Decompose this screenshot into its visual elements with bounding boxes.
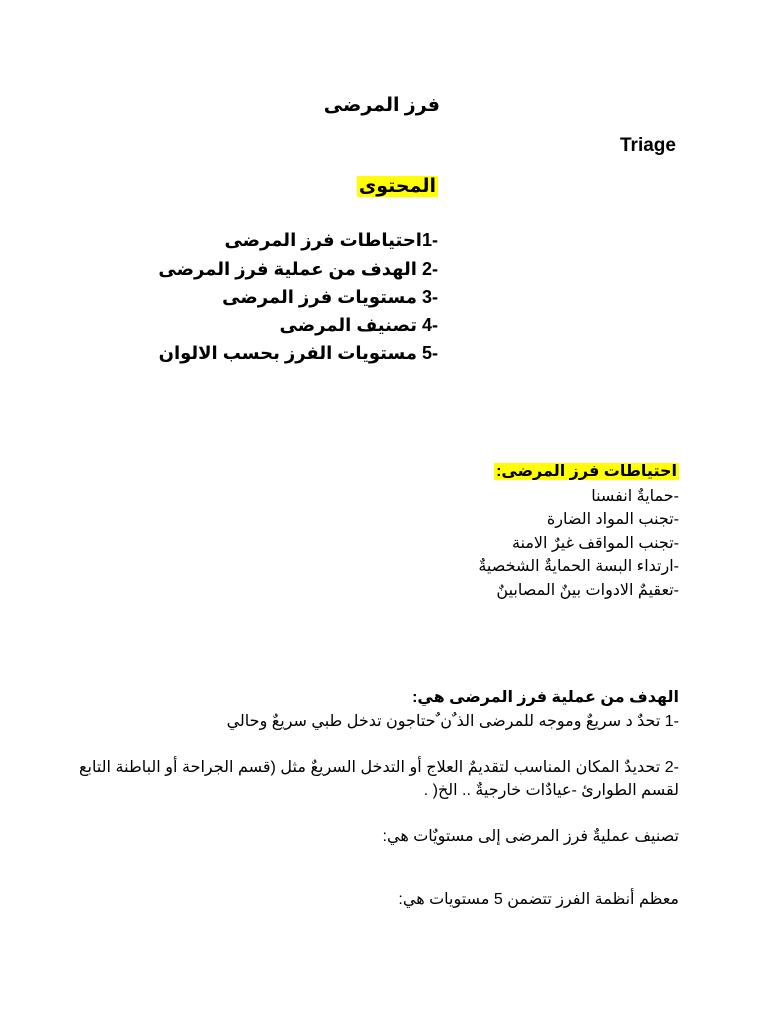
classification-line: تصنيف عمليةٌ فرز المرضى إلى مستويٌات هي:	[382, 828, 679, 845]
levels-line: معظم أنظمة الفرز تتضمن 5 مستويات هي:	[398, 891, 679, 908]
toc-item-3: -3 مستويات فرز المرضى	[222, 287, 438, 307]
toc-item-2: -2 الهدف من عملية فرز المرضى	[158, 259, 438, 279]
precautions-item-1: -حمايةٌ انفسنا	[591, 488, 679, 505]
precautions-item-3: -تجنب المواقف غيرٌ الامنة	[511, 535, 679, 552]
toc-item-4: -4 تصنيف المرضى	[279, 315, 438, 335]
toc-heading	[357, 175, 438, 198]
page-subtitle-english: Triage	[620, 135, 676, 156]
goal-item-2: -2 تحديدٌ المكان المناسب لتقديمٌ العلاج أو التدخل السريعٌ مثل (قسم الجراحة أو الباطنة التابع لقسم الطوارئ -عيادٌات خارجيةٌ .. الخ( .	[79, 759, 679, 799]
toc-item-5: -5 مستويات الفرز بحسب الالوان	[158, 343, 438, 363]
precautions-item-5: -تعقيمٌ الادوات بينٌ المصابينٌ	[496, 582, 679, 599]
precautions-item-4: -ارتداء البسة الحمايةٌ الشخصيةٌ	[478, 558, 679, 575]
toc-heading-highlight: المحتوى	[358, 176, 436, 197]
precautions-heading-highlight: احتياطات فرز المرضى:	[496, 463, 677, 480]
toc-item-1: -1احتياطات فرز المرضى	[224, 230, 438, 250]
precautions-heading	[494, 461, 679, 481]
precautions-item-2: -تجنب المواد الضارة	[546, 511, 679, 528]
goal-item-1: -1 تحدٌ د سريعٌ وموجه للمرضى الذ ٌن ٌحتاجون تدخل طبي سريعٌ وحالي	[226, 713, 679, 730]
goal-heading: الهدف من عملية فرز المرضى هي:	[412, 689, 679, 706]
page-title: فرز المرضى	[323, 95, 440, 116]
